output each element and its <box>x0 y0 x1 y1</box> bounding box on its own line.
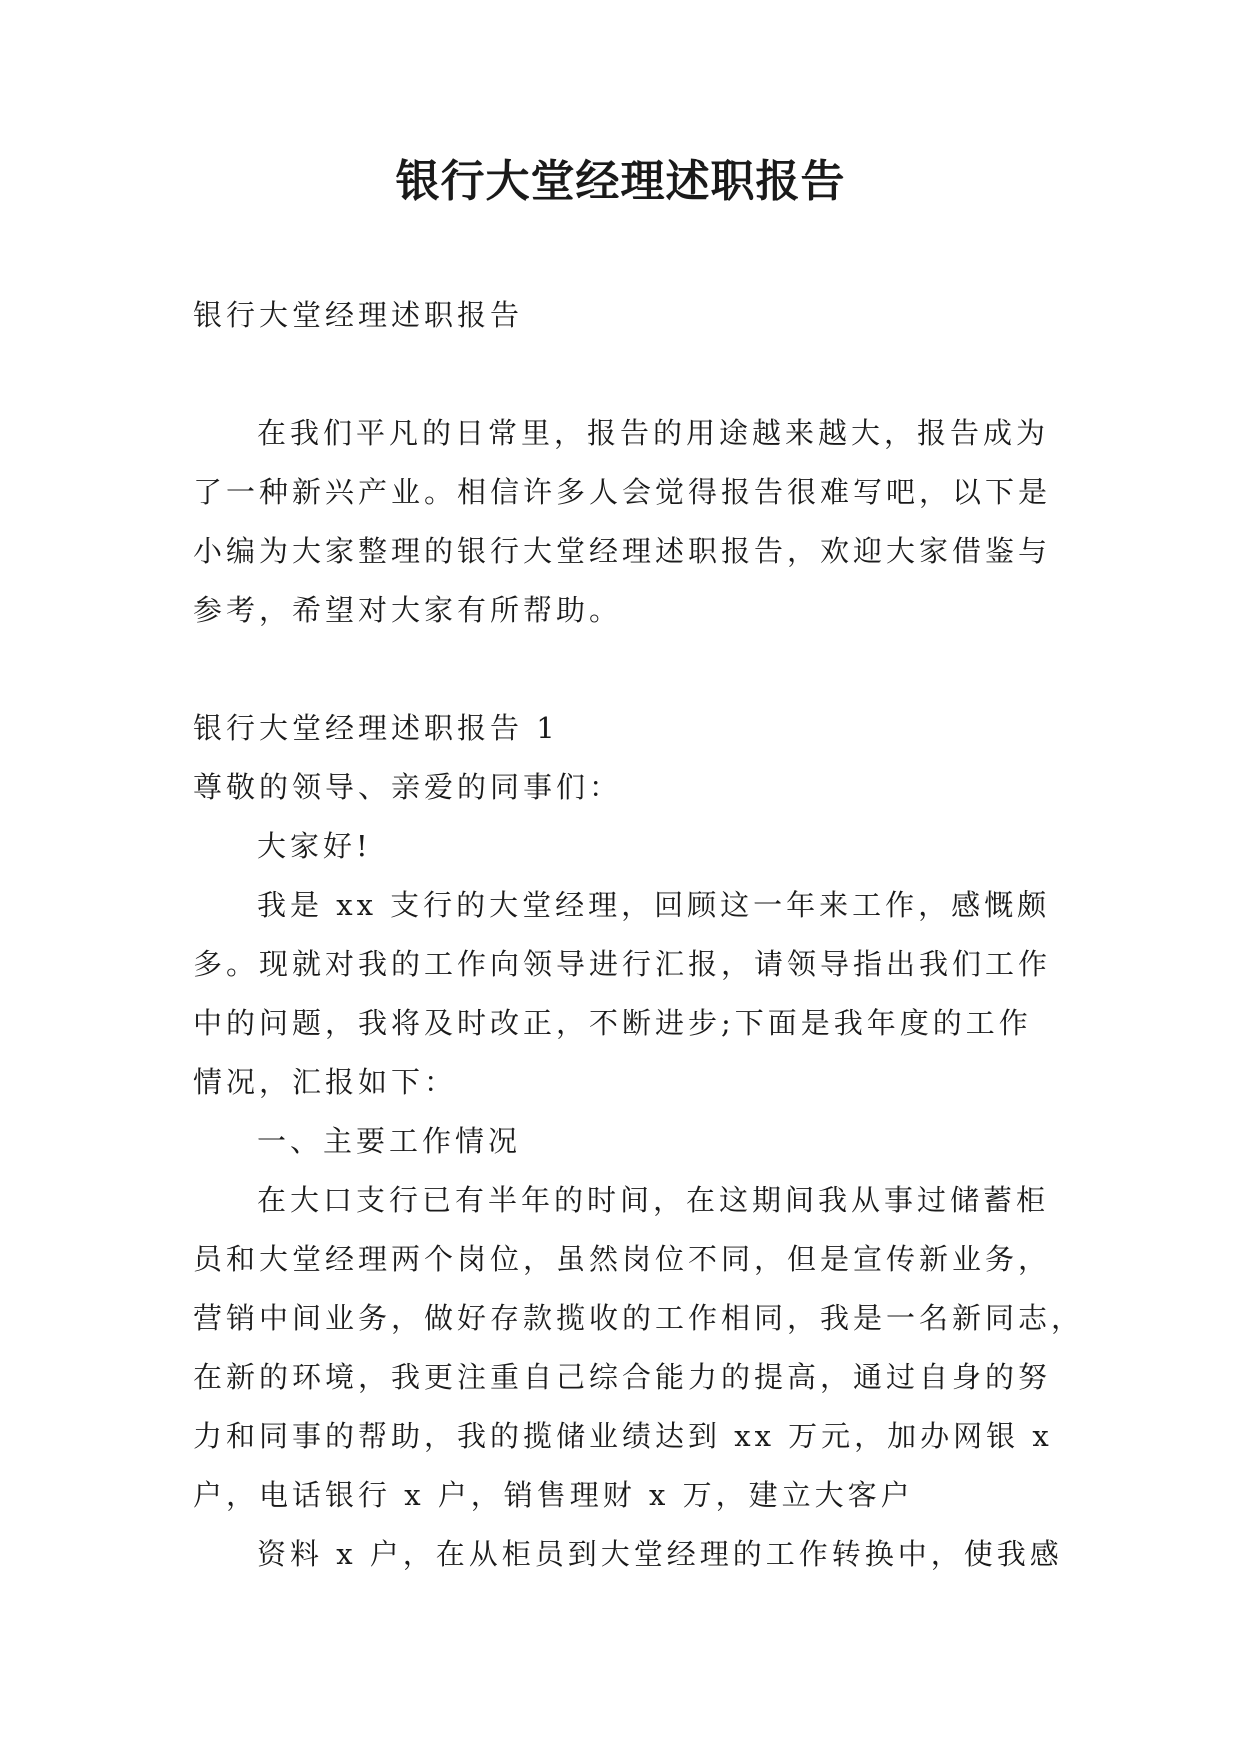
document-title: 银行大堂经理述职报告 <box>395 156 846 207</box>
subtitle: 银行大堂经理述职报告 <box>193 298 524 332</box>
paragraph-line: 在大口支行已有半年的时间，在这期间我从事过储蓄柜 <box>257 1183 1050 1217</box>
paragraph-line: 户，电话银行 x 户，销售理财 x 万，建立大客户 <box>193 1478 914 1512</box>
intro-line: 参考，希望对大家有所帮助。 <box>193 593 623 627</box>
intro-line: 在我们平凡的日常里，报告的用途越来越大，报告成为 <box>257 416 1050 450</box>
paragraph-line: 情况，汇报如下： <box>193 1065 458 1099</box>
intro-paragraph <box>193 404 1053 640</box>
section-heading: 银行大堂经理述职报告 1 <box>193 711 559 745</box>
paragraph-1 <box>193 876 1053 1112</box>
document-body <box>193 286 1085 1584</box>
paragraph-line: 中的问题，我将及时改正，不断进步;下面是我年度的工作 <box>193 1006 1032 1040</box>
heading-main-work: 一、主要工作情况 <box>257 1124 522 1158</box>
spacer <box>193 345 1053 404</box>
greeting: 大家好! <box>257 829 372 863</box>
paragraph-line: 我是 xx 支行的大堂经理，回顾这一年来工作，感慨颇 <box>257 888 1051 922</box>
salutation: 尊敬的领导、亲爱的同事们： <box>193 770 623 804</box>
intro-line: 了一种新兴产业。相信许多人会觉得报告很难写吧，以下是 <box>193 475 1052 509</box>
paragraph-2 <box>193 1171 1085 1525</box>
paragraph-3-line: 资料 x 户，在从柜员到大堂经理的工作转换中，使我感 <box>257 1537 1063 1571</box>
intro-line: 小编为大家整理的银行大堂经理述职报告，欢迎大家借鉴与 <box>193 534 1052 568</box>
paragraph-line: 多。现就对我的工作向领导进行汇报，请领导指出我们工作 <box>193 947 1052 981</box>
paragraph-line: 员和大堂经理两个岗位，虽然岗位不同，但是宣传新业务， <box>193 1242 1052 1276</box>
paragraph-line: 营销中间业务，做好存款揽收的工作相同，我是一名新同志， <box>193 1301 1085 1335</box>
spacer <box>193 640 1053 699</box>
paragraph-line: 在新的环境，我更注重自己综合能力的提高，通过自身的努 <box>193 1360 1052 1394</box>
paragraph-line: 力和同事的帮助，我的揽储业绩达到 xx 万元，加办网银 x <box>193 1419 1053 1453</box>
